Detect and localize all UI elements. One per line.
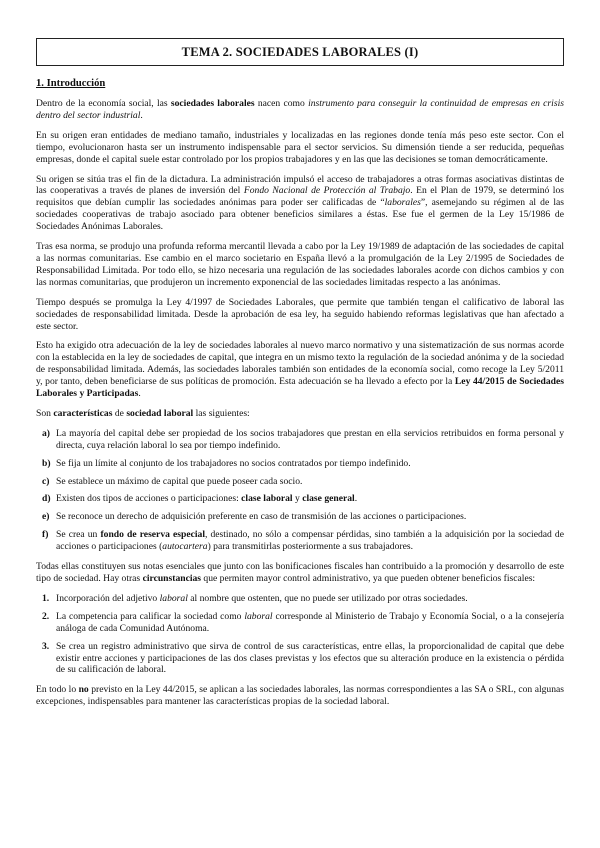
law-reference: Ley 44/2015 de Sociedades Laborales y Participadas: [36, 376, 564, 400]
paragraph-history: Su origen se sitúa tras el fin de la dictadura. La administración impulsó el acceso de trabajadores a otras formas asociativas distintas de las cooperativas a través de planes de inversión del Fondo Nacional de Protección al Trabajo. En el Plan de 1979, se determinó los requisitos que debían cumplir las sociedades anónimas para poder ser calificadas de “laborales”, asemejando su régimen al de las sociedades cooperativas de trabajo asociado para obtener beneficios similares a éstas. Ese fue el germen de la Ley 15/1986 de Sociedades Anónimas Laborales.: [36, 173, 564, 233]
list-item: 3. Se crea un registro administrativo que sirva de control de sus características, entre ellas, la proporcionalidad de capital que debe existir entre acciones y participaciones de las dos clases previstas y los efectos que su alteración produce en la existencia o pérdida de su calificación de laboral.: [42, 640, 564, 676]
list-item: 1. Incorporación del adjetivo laboral al nombre que ostenten, que no puede ser utilizado por otras sociedades.: [42, 592, 468, 604]
circumstances-list: [36, 593, 564, 676]
paragraph-circumstances-intro: Todas ellas constituyen sus notas esenciales que junto con las bonificaciones fiscales han contribuido a la promoción y desarrollo de este tipo de sociedad. Hay otras circunstancias que permiten mayor control administrativo, ya que pueden obtener beneficios fiscales:: [36, 561, 564, 584]
list-item: f) Se crea un fondo de reserva especial, destinado, no sólo a compensar pérdidas, sino también a la adquisición por la sociedad de acciones o participaciones (autocartera) para transmitirlas posteriormente a sus trabajadores.: [42, 529, 564, 553]
term-sociedades-laborales: sociedades laborales: [170, 98, 255, 109]
list-item: a) La mayoría del capital debe ser propiedad de los socios trabajadores que prestan en ella servicios retribuidos en forma personal y directa, cuya relación laboral lo sea por tiempo indefinido.: [42, 427, 564, 451]
paragraph-ley-1997: Tiempo después se promulga la Ley 4/1997 de Sociedades Laborales, que permite que también tengan el calificativo de laboral las sociedades de responsabilidad limitada. Desde la aprobación de esa ley, ha seguido habiendo reformas legislativas que han afectado a este sector.: [36, 296, 564, 332]
paragraph-adequation: Esto ha exigido otra adecuación de la ley de sociedades laborales al nuevo marco normativo y una sistematización de sus normas acorde con la establecida en la ley de sociedades de capital, que integra en un mismo texto la regulación de la sociedad anónima y de la sociedad de responsabilidad limitada. Además, las sociedades laborales también son entidades de la economía social, como recoge la Ley 5/2011 y, por tanto, deben beneficiarse de sus políticas de promoción. Esta adecuación se ha llevado a efecto por la Ley 44/2015 de Sociedades Laborales y Participadas.: [36, 340, 564, 400]
paragraph-origin: En su origen eran entidades de mediano tamaño, industriales y localizadas en las regiones donde tenía más peso este sector. Con el tiempo, evolucionaron hasta ser un instrumento indispensable para el sector servicios. Su dimensión tiende a ser reducida, pequeñas empresas, donde el capital suele estar controlado por los propios trabajadores y en las que las decisiones se toman democráticamente.: [36, 129, 564, 165]
title-text: TEMA 2. SOCIEDADES LABORALES (I): [181, 44, 419, 59]
list-item: b) Se fija un límite al conjunto de los trabajadores no socios contratados por tiempo indefinido.: [42, 457, 411, 469]
paragraph-reform: Tras esa norma, se produjo una profunda reforma mercantil llevada a cabo por la Ley 19/1989 de adaptación de las sociedades de capital a las normas comunitarias. Ese cambio en el marco societario en España llevó a la promulgación de la Ley 2/1995 de Sociedades de Responsabilidad Limitada. Por todo ello, se hizo necesaria una regulación de las sociedades laborales acorde con dichos cambios y con las normas comunitarias, que produjeron un incremento exponencial de las sociedades limitadas respecto a las anónimas.: [36, 241, 564, 288]
document-title: [36, 38, 564, 66]
paragraph-intro: Dentro de la economía social, las sociedades laborales nacen como instrumento para conseguir la continuidad de empresas en crisis dentro del sector industrial.: [36, 98, 564, 121]
list-item: d) Existen dos tipos de acciones o participaciones: clase laboral y clase general.: [42, 493, 358, 505]
paragraph-features-intro: Son características de sociedad laboral las siguientes:: [36, 407, 250, 419]
features-list: [36, 428, 564, 553]
paragraph-conclusion: En todo lo no previsto en la Ley 44/2015, se aplican a las sociedades laborales, las normas correspondientes a las SA o SRL, con algunas excepciones, indispensables para mantener las características propias de la sociedad laboral.: [36, 684, 564, 708]
list-item: c) Se establece un máximo de capital que puede poseer cada socio.: [42, 475, 303, 487]
section-heading: 1. Introducción: [36, 78, 106, 89]
list-item: e) Se reconoce un derecho de adquisición preferente en caso de transmisión de las acciones o participaciones.: [42, 511, 467, 523]
list-item: 2. La competencia para calificar la sociedad como laboral corresponde al Ministerio de Trabajo y Economía Social, o a la consejería análoga de cada Comunidad Autónoma.: [42, 610, 564, 634]
